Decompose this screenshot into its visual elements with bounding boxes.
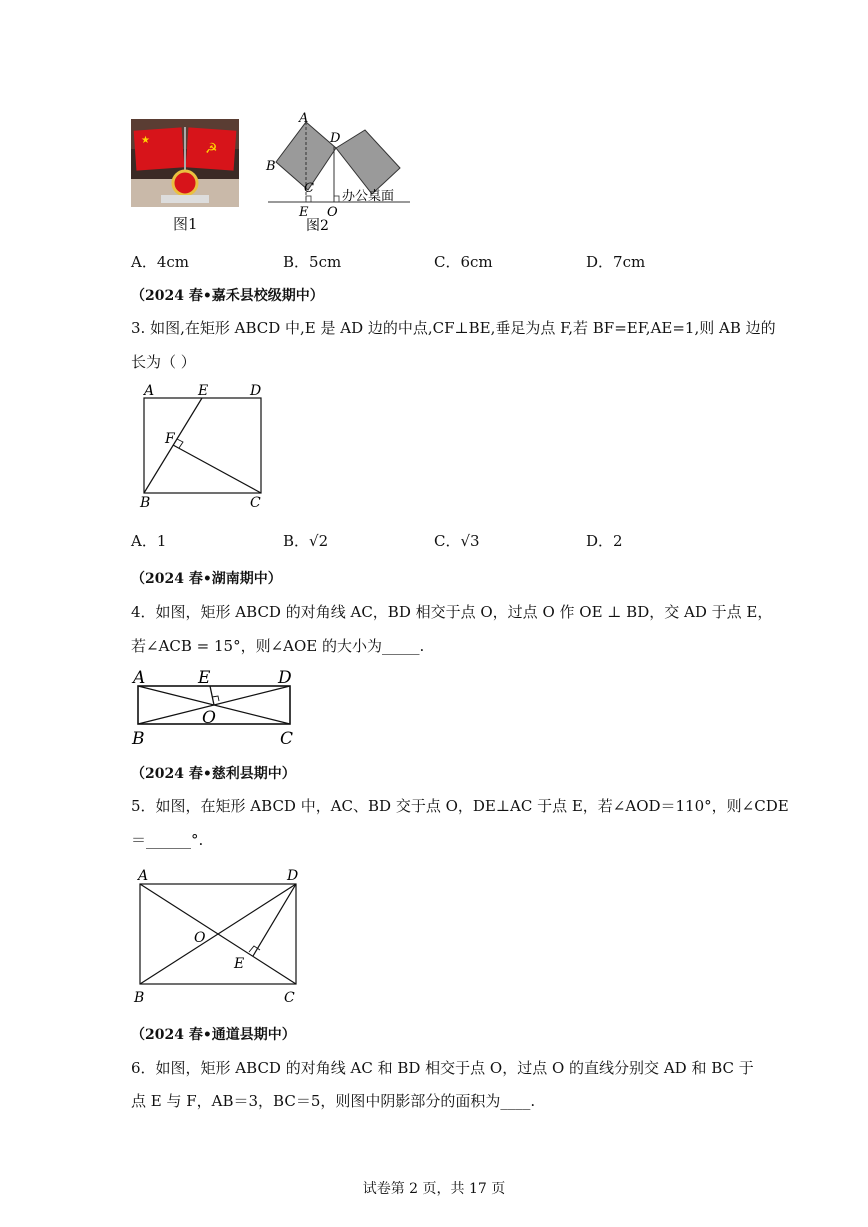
q3-diagram	[136, 380, 276, 512]
q5-label-a: A	[138, 868, 149, 884]
q3-text-line1: 3. 如图,在矩形 ABCD 中,E 是 AD 边的中点,CF⊥BE,垂足为点 F,若 BF=EF,AE=1,则 AB 边的	[131, 319, 776, 337]
q4-label-d: D	[278, 668, 292, 688]
fig2-caption: 图2	[306, 218, 329, 234]
q3-label-e: E	[198, 383, 209, 399]
q4-label-a: A	[133, 668, 146, 688]
q5-label-b: B	[134, 990, 145, 1006]
q3-option-b: B．√2	[283, 532, 329, 550]
svg-text:☭: ☭	[205, 141, 218, 157]
fig2-label-a: A	[299, 111, 309, 126]
fig2-label-d: D	[330, 131, 341, 146]
fig2-label-o: O	[327, 205, 338, 220]
q3-label-c: C	[250, 495, 261, 511]
q6-text-line2: 点 E 与 F，AB＝3，BC＝5，则图中阴影部分的面积为____.	[131, 1092, 536, 1110]
page-footer: 试卷第 2 页，共 17 页	[362, 1181, 506, 1197]
q6-text-line1: 6．如图，矩形 ABCD 的对角线 AC 和 BD 相交于点 O，过点 O 的直线分别交 AD 和 BC 于	[131, 1059, 754, 1077]
q6-source: （2024 春•通道县期中）	[131, 1027, 296, 1043]
q3-option-c: C．√3	[434, 532, 480, 550]
svg-text:★: ★	[141, 135, 150, 146]
q3-option-a: A．1	[131, 532, 167, 550]
q5-diagram	[130, 864, 310, 1008]
q4-label-o: O	[202, 708, 216, 728]
fig2-label-desk: 办公桌面	[342, 189, 395, 204]
q4-source: （2024 春•湖南期中）	[131, 571, 282, 587]
q3-label-f: F	[165, 431, 175, 447]
q5-label-d: D	[287, 868, 299, 884]
q4-label-c: C	[280, 729, 294, 748]
q5-label-c: C	[284, 990, 295, 1006]
fig1-caption: 图1	[173, 215, 198, 233]
q3-label-a: A	[144, 383, 155, 399]
q5-text-line1: 5．如图，在矩形 ABCD 中，AC、BD 交于点 O，DE⊥AC 于点 E，若∠AOD＝110°，则∠CDE	[131, 797, 789, 815]
fig2-label-e: E	[299, 205, 309, 220]
q3-text-line2: 长为（ ）	[131, 353, 196, 371]
q2-option-c: C．6cm	[434, 253, 493, 271]
fig2-label-b: B	[266, 159, 276, 174]
q5-source: （2024 春•慈利县期中）	[131, 766, 296, 782]
q3-source: （2024 春•嘉禾县校级期中）	[131, 288, 324, 304]
q2-option-a: A．4cm	[131, 253, 190, 271]
q4-diagram	[130, 666, 305, 748]
figure-2-diagram	[262, 110, 422, 235]
fig2-label-c: C	[304, 181, 314, 196]
q3-label-b: B	[140, 495, 151, 511]
q4-label-b: B	[132, 729, 145, 748]
q2-option-d: D．7cm	[586, 253, 646, 271]
q4-text-line2: 若∠ACB = 15°，则∠AOE 的大小为_____.	[131, 637, 425, 655]
q4-label-e: E	[198, 668, 211, 688]
flag-photo	[131, 119, 239, 207]
q3-label-d: D	[250, 383, 262, 399]
q3-option-d: D．2	[586, 532, 623, 550]
q4-text-line1: 4．如图，矩形 ABCD 的对角线 AC，BD 相交于点 O，过点 O 作 OE ⊥ BD，交 AD 于点 E，	[131, 603, 773, 621]
q5-label-e: E	[234, 956, 245, 972]
q5-text-line2: ＝______°.	[131, 831, 204, 849]
q2-option-b: B．5cm	[283, 253, 342, 271]
q5-label-o: O	[194, 930, 206, 946]
